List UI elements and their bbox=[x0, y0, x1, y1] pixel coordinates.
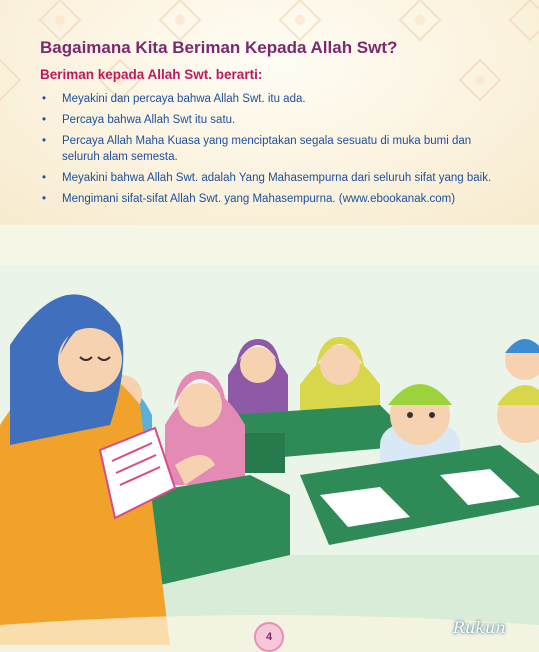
bullet-icon: • bbox=[42, 93, 47, 105]
list-item bbox=[40, 170, 500, 186]
footer-brand-logo: Rukun bbox=[453, 618, 506, 637]
classroom-illustration bbox=[0, 225, 539, 652]
page-number-badge bbox=[254, 622, 284, 652]
section-subtitle: Beriman kepada Allah Swt. berarti: bbox=[40, 67, 263, 82]
list-item-text: Meyakini bahwa Allah Swt. adalah Yang Mahasempurna dari seluruh sifat yang baik. bbox=[62, 172, 492, 184]
list-item bbox=[40, 191, 500, 207]
list-item-text: Percaya Allah Maha Kuasa yang menciptakan segala sesuatu di muka bumi dan seluruh alam semesta. bbox=[62, 135, 472, 163]
list-item-text: Mengimani sifat-sifat Allah Swt. yang Mahasempurna. (www.ebookanak.com) bbox=[62, 193, 456, 205]
page-title: Bagaimana Kita Beriman Kepada Allah Swt? bbox=[40, 38, 398, 57]
list-item bbox=[40, 91, 500, 107]
page-number: 4 bbox=[265, 631, 273, 643]
list-item-text: Percaya bahwa Allah Swt itu satu. bbox=[62, 114, 236, 126]
list-item bbox=[40, 133, 500, 165]
bullet-icon: • bbox=[42, 193, 47, 205]
bullet-icon: • bbox=[42, 135, 47, 147]
bullet-icon: • bbox=[42, 172, 47, 184]
list-item-text: Meyakini dan percaya bahwa Allah Swt. itu ada. bbox=[62, 93, 306, 105]
bullet-icon: • bbox=[42, 114, 47, 126]
list-item bbox=[40, 112, 500, 128]
belief-points-list bbox=[40, 91, 500, 212]
